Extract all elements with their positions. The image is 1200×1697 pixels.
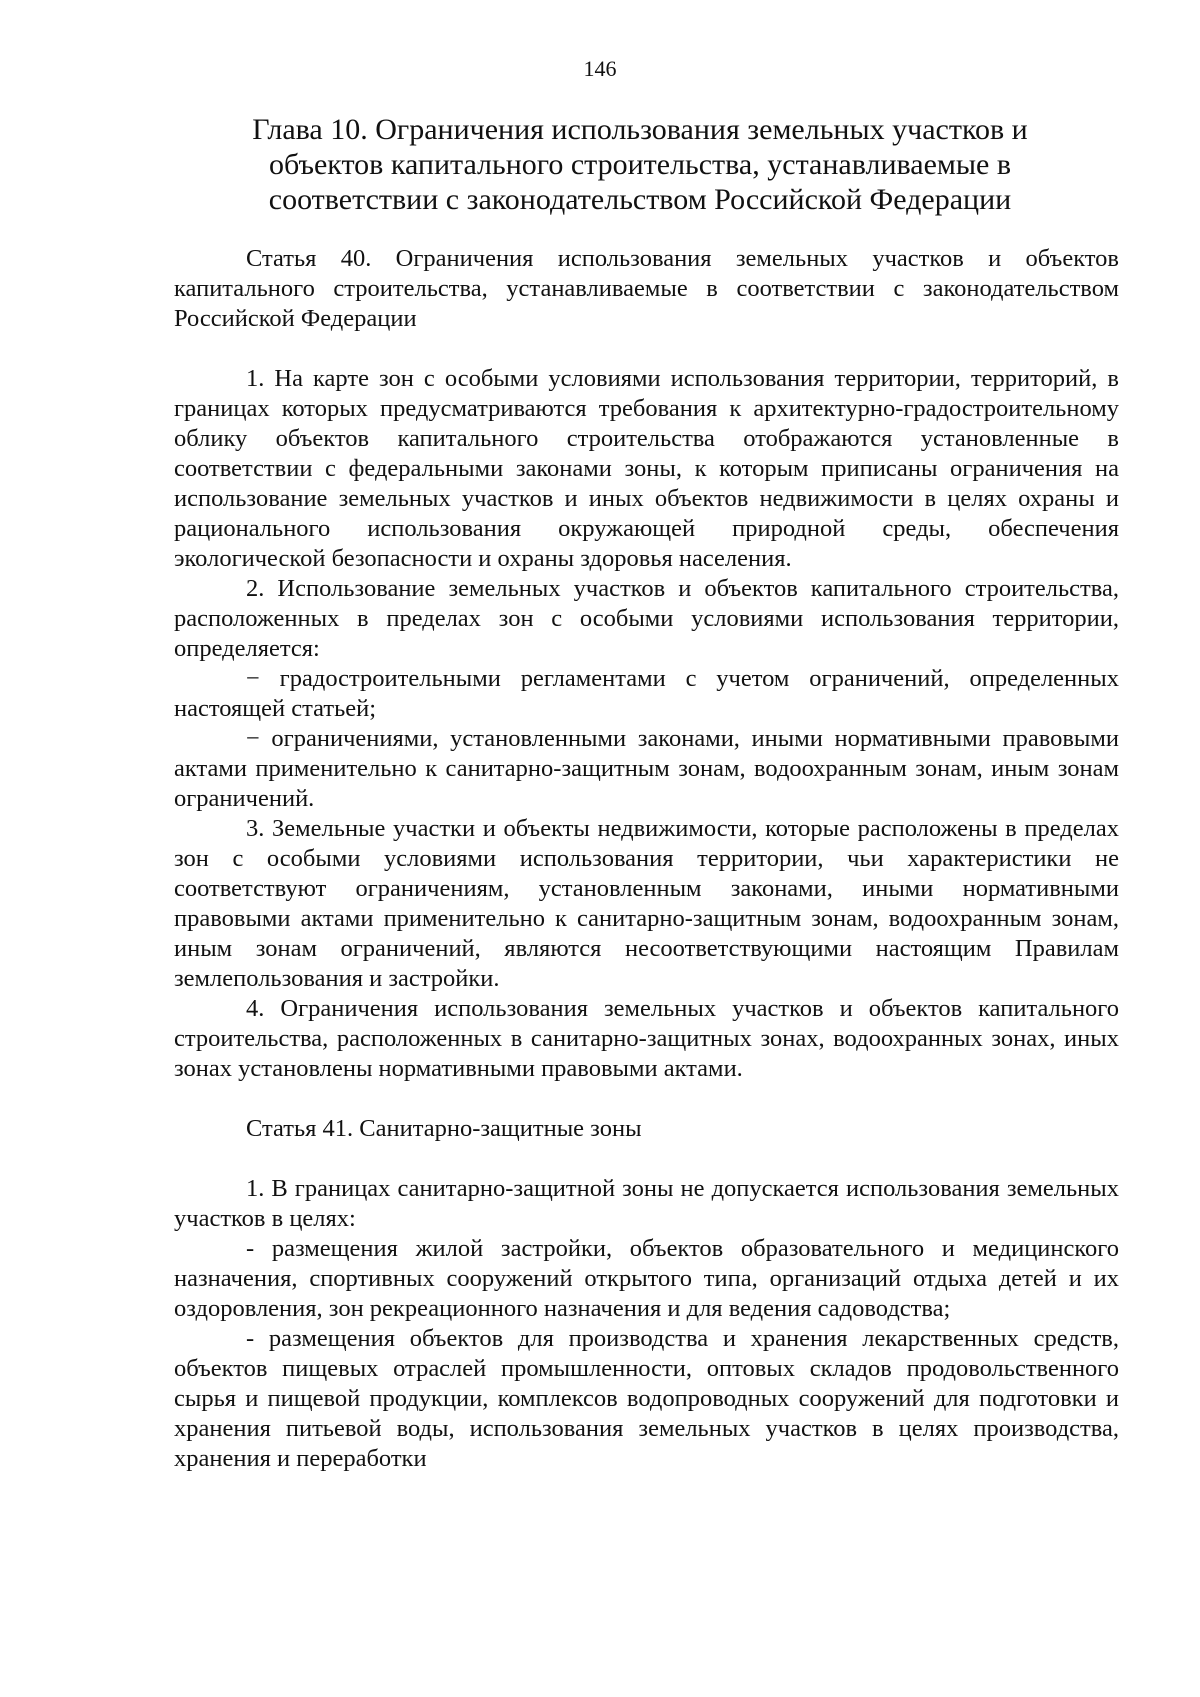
document-body bbox=[174, 244, 1119, 1474]
article-41-list-item: - размещения жилой застройки, объектов образовательного и медицинского назначения, спортивных сооружений открытого типа, организаций отдыха детей и их оздоровления, зон рекреационного назначения и для ведения садоводства; bbox=[174, 1235, 1119, 1322]
article-40-paragraph: 2. Использование земельных участков и объектов капитального строительства, расположенных в пределах зон с особыми условиями использования территории, определяется: bbox=[174, 575, 1119, 662]
article-40-list-item: − ограничениями, установленными законами, иными нормативными правовыми актами применительно к санитарно-защитным зонам, водоохранным зонам, иным зонам ограничений. bbox=[174, 725, 1119, 812]
chapter-title-line: Глава 10. Ограничения использования земельных участков и bbox=[252, 113, 1028, 146]
article-40-paragraph: 3. Земельные участки и объекты недвижимости, которые расположены в пределах зон с особыми условиями использования территории, чьи характеристики не соответствуют ограничениям, установленным законами, иными нормативными правовыми актами применительно к санитарно-защитным зонам, водоохранным зонам, иным зонам ограничений, являются несоответствующими настоящим Правилам землепользования и застройки. bbox=[174, 815, 1119, 992]
article-41-heading: Статья 41. Санитарно-защитные зоны bbox=[246, 1115, 642, 1142]
chapter-title-line: объектов капитального строительства, устанавливаемые в bbox=[268, 148, 1012, 181]
article-40-paragraph: 4. Ограничения использования земельных участков и объектов капитального строительства, расположенных в санитарно-защитных зонах, водоохранных зонах, иных зонах установлены нормативными правовыми актами. bbox=[174, 995, 1119, 1082]
article-41-paragraph: 1. В границах санитарно-защитной зоны не допускается использования земельных участков в целях: bbox=[174, 1175, 1119, 1232]
article-41-list-item: - размещения объектов для производства и хранения лекарственных средств, объектов пищевых отраслей промышленности, оптовых складов продовольственного сырья и пищевой продукции, комплексов водопроводных сооружений для подготовки и хранения питьевой воды, использования земельных участков в целях производства, хранения и переработки bbox=[174, 1325, 1119, 1472]
article-40-paragraph: 1. На карте зон с особыми условиями использования территории, территорий, в границах которых предусматриваются требования к архитектурно-градостроительному облику объектов капитального строительства отображаются установленные в соответствии с федеральными законами зоны, к которым приписаны ограничения на использование земельных участков и иных объектов недвижимости в целях охраны и рационального использования окружающей природной среды, обеспечения экологической безопасности и охраны здоровья населения. bbox=[174, 365, 1119, 572]
chapter-title-line: соответствии с законодательством Российской Федерации bbox=[268, 183, 1012, 216]
chapter-title bbox=[190, 112, 1090, 217]
article-40-list-item: − градостроительными регламентами с учетом ограничений, определенных настоящей статьей; bbox=[174, 665, 1119, 722]
page-number: 146 bbox=[583, 56, 617, 81]
article-40-heading: Статья 40. Ограничения использования земельных участков и объектов капитального строительства, устанавливаемые в соответствии с законодательством Российской Федерации bbox=[174, 245, 1119, 332]
